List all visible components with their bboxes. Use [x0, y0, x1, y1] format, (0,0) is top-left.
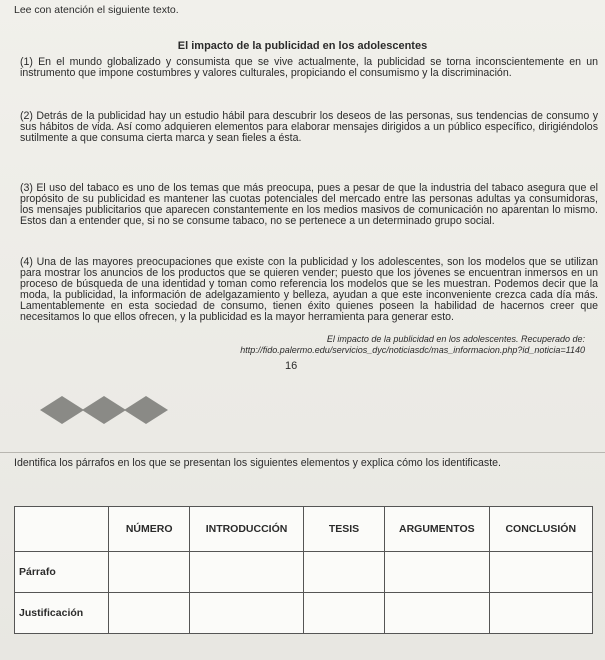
answer-cell[interactable] — [489, 593, 592, 634]
citation-url: http://fido.palermo.edu/servicios_dyc/noticiasdc/mas_informacion.php?id_noticia=1140 — [240, 345, 585, 355]
diamond-shape — [82, 396, 126, 424]
paragraph-2: (2) Detrás de la publicidad hay un estudio hábil para descubrir los deseos de las personas, sus tendencias de consumo y sus hábitos de vida. Así como adquieren elementos para elaborar mensajes dirigidos a un público específico, dirigiéndolos sutilmente a que consuma cierta marca y sean fieles a ésta. — [20, 110, 598, 144]
article-title: El impacto de la publicidad en los adolescentes — [177, 40, 428, 52]
answer-table — [14, 506, 593, 634]
diamond-shape — [40, 396, 84, 424]
answer-cell[interactable] — [385, 552, 489, 593]
answer-cell[interactable] — [190, 552, 304, 593]
citation-title: El impacto de la publicidad en los adolescentes. Recuperado de: — [326, 334, 585, 344]
paragraph-1: (1) En el mundo globalizado y consumista que se vive actualmente, la publicidad se torna inconscientemente en un instrumento que impone costumbres y valores culturales, propiciando el consumismo y la discriminación. — [20, 56, 598, 79]
reading-instruction: Lee con atención el siguiente texto. — [14, 4, 179, 16]
answer-cell[interactable] — [190, 593, 304, 634]
answer-cell[interactable] — [109, 593, 190, 634]
answer-cell[interactable] — [489, 552, 592, 593]
section-divider — [0, 452, 605, 453]
header-tesis: TESIS — [303, 507, 384, 552]
header-introduccion: INTRODUCCIÓN — [190, 507, 304, 552]
header-empty — [15, 507, 109, 552]
answer-cell[interactable] — [109, 552, 190, 593]
answer-cell[interactable] — [385, 593, 489, 634]
row-label-parrafo: Párrafo — [15, 552, 109, 593]
answer-cell[interactable] — [303, 552, 384, 593]
page-number: 16 — [285, 360, 298, 372]
table-row — [15, 552, 593, 593]
table-row — [15, 593, 593, 634]
header-argumentos: ARGUMENTOS — [385, 507, 489, 552]
row-label-justificacion: Justificación — [15, 593, 109, 634]
activity-instruction: Identifica los párrafos en los que se presentan los siguientes elementos y explica cómo los identificaste. — [14, 457, 501, 469]
header-numero: NÚMERO — [109, 507, 190, 552]
paragraph-3: (3) El uso del tabaco es uno de los temas que más preocupa, pues a pesar de que la industria del tabaco asegura que el propósito de su publicidad es mantener las cuotas potenciales del mercado entre las personas adultas ya consumidoras, los mensajes publicitarios que aparecen constantemente en los medios masivos de comunicación no aparentan lo mismo. Estos dan a entender que, si no se consume tabaco, no se pertenece a un determinado grupo social. — [20, 182, 598, 227]
decorative-diamonds — [40, 396, 170, 424]
paragraph-4: (4) Una de las mayores preocupaciones que existe con la publicidad y los adolescentes, son los modelos que se utilizan para mostrar los anuncios de los productos que se quieren vender; puesto que los jóvenes se encuentran inmersos en un proceso de búsqueda de una identidad y toman como referencia los modelos que se les muestran. Podemos decir que la moda, la publicidad, la información de adelgazamiento y belleza, ayudan a que este inconveniente crezca cada día más. Lamentablemente en esta sociedad de consumo, tienen éxito quienes poseen la habilidad de hacernos creer que necesitamos lo que ellos ofrecen, y la publicidad es la mayor herramienta para generar esto. — [20, 256, 598, 323]
diamond-shape — [124, 396, 168, 424]
answer-cell[interactable] — [303, 593, 384, 634]
table-header-row — [15, 507, 593, 552]
header-conclusion: CONCLUSIÓN — [489, 507, 592, 552]
source-citation — [240, 334, 585, 356]
